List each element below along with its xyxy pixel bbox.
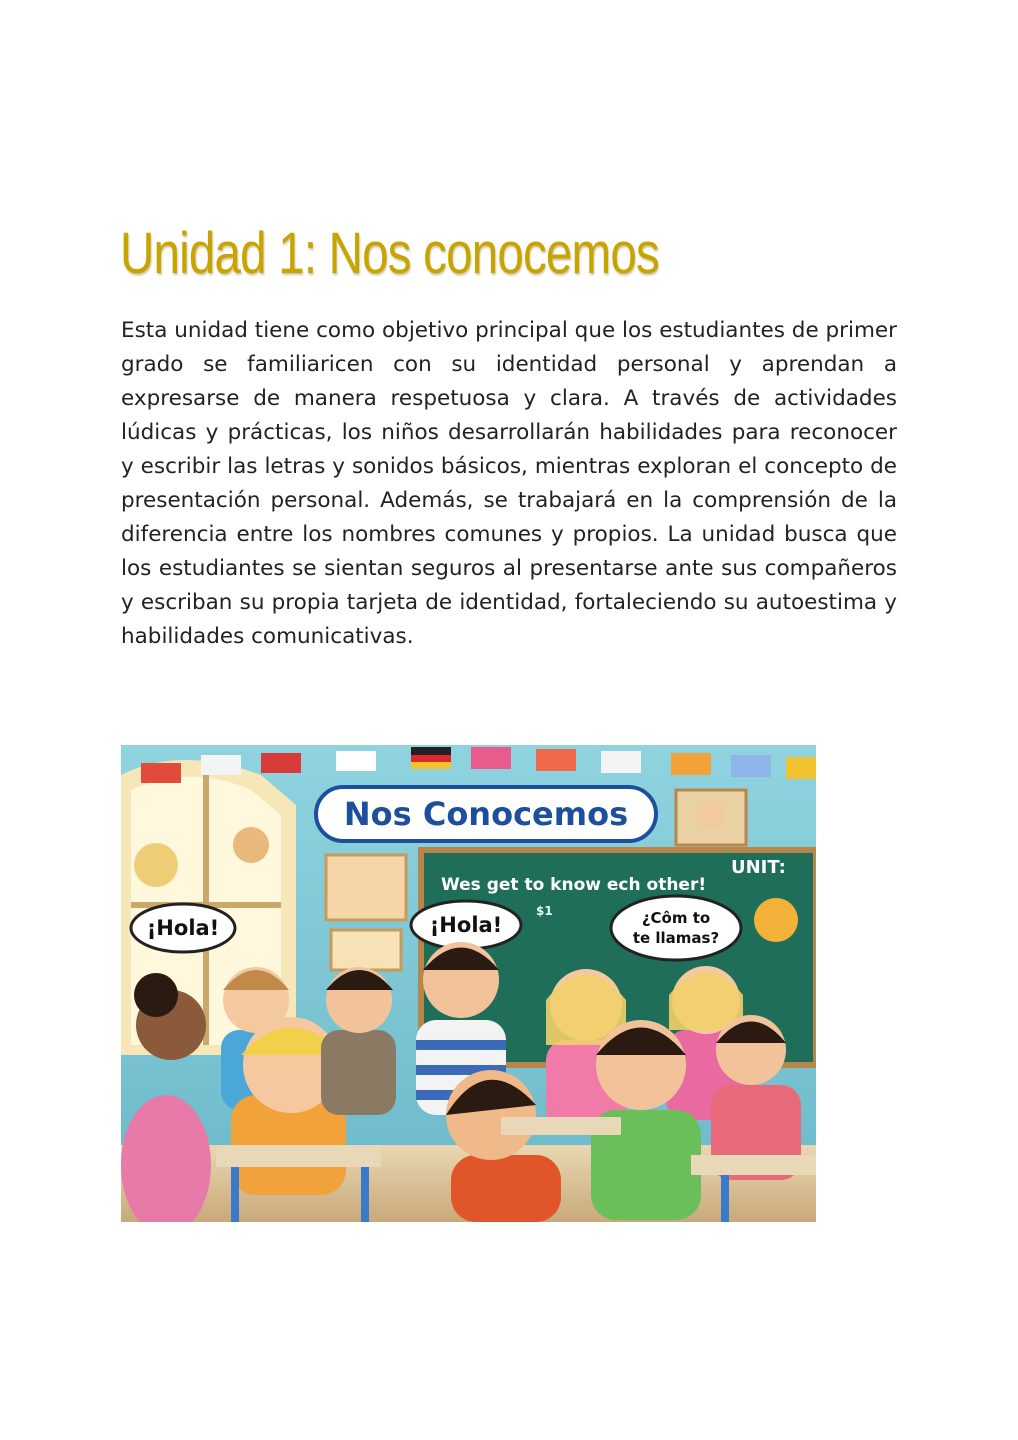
board-small-text: $1 (536, 904, 553, 918)
bubble-right-text-1: ¿Côm to (641, 909, 711, 927)
unit-description: Esta unidad tiene como objetivo principal que los estudiantes de primer grado se familiaricen con su identidad personal y aprendan a expresarse de manera respetuosa y clara. A través de actividades lúdicas y prácticas, los niños desarrollarán habilidades para reconocer y escribir las letras y sonidos básicos, mientras exploran el concepto de presentación personal. Además, se trabajará en la comprensión de la diferencia entre los nombres comunes y propios. La unidad busca que los estudiantes se sientan seguros al presentarse ante sus compañeros y escriban su propia tarjeta de identidad, fortaleciendo su autoestima y habilidades comunicativas. (121, 318, 897, 649)
bubble-left-text: ¡Hola! (146, 916, 220, 940)
sun-drawing (754, 898, 798, 942)
board-text: Wes get to know ech other! (441, 875, 707, 895)
wall-poster (331, 930, 401, 970)
frame-portrait (697, 801, 725, 829)
title-banner (316, 787, 656, 841)
classroom-illustration (121, 745, 816, 1222)
speech-bubble-middle (411, 901, 521, 949)
board-unit-text: UNIT: (731, 857, 786, 878)
unit-title: Unidad 1: Nos conocemos (120, 221, 659, 286)
banner-text: Nos Conocemos (343, 795, 629, 833)
speech-bubble-right (611, 896, 741, 960)
bubble-middle-text: ¡Hola! (429, 913, 503, 937)
bubble-right-text-2: te llamas? (632, 929, 720, 947)
wall-poster (326, 855, 406, 920)
speech-bubble-left (131, 904, 235, 952)
